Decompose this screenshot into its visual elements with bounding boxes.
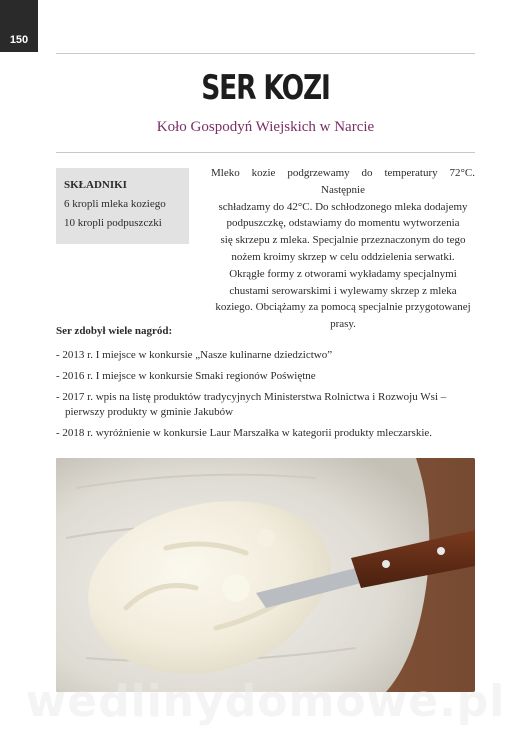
method-line: się skrzepu z mleka. Specjalnie przeznaczonym do tego	[220, 234, 466, 247]
cheese-illustration	[56, 458, 475, 692]
page-title: SER KOZI	[201, 68, 330, 108]
method-line: prasy.	[330, 318, 356, 331]
awards-heading: Ser zdobył wiele nagród:	[56, 325, 173, 337]
cheese-photo	[56, 458, 475, 692]
subtitle: Koło Gospodyń Wiejskich w Narcie	[156, 119, 375, 135]
page-number-tab	[0, 0, 38, 52]
method-text	[211, 165, 475, 333]
ingredients-box	[56, 168, 189, 244]
method-line: chustami serowarskimi i wylewamy skrzep z mleka	[229, 284, 457, 297]
award-item: - 2018 r. wyróżnienie w konkursie Laur Marszałka w kategorii produkty mleczarskie.	[56, 427, 433, 439]
award-item: - 2017 r. wpis na listę produktów tradycyjnych Ministerstwa Rolnictwa i Rozwoju Wsi – pierwszy produkty w gminie Jakubów	[56, 391, 447, 418]
method-line: Okrągłe formy z otworami wykładamy specjalnymi	[229, 267, 457, 280]
method-line: nożem kroimy skrzep w celu oddzielenia serwatki.	[231, 250, 455, 263]
method-line: koziego. Obciążamy za pomocą specjalnie przygotowanej	[215, 301, 471, 314]
page-number: 150	[9, 34, 29, 46]
section-divider	[56, 152, 475, 153]
method-line: podpuszczkę, odstawiamy do momentu wytworzenia	[226, 217, 460, 230]
ingredient-item: 6 kropli mleka koziego	[64, 198, 166, 210]
method-line: schładzamy do 42°C. Do schłodzonego mleka dodajemy	[218, 200, 468, 213]
award-item: - 2016 r. I miejsce w konkursie Smaki regionów Poświętne	[56, 370, 316, 382]
method-line: Mleko kozie podgrzewamy do temperatury 72°C. Następnie	[211, 167, 475, 196]
ingredient-item: 10 kropli podpuszczki	[64, 217, 162, 229]
awards-list	[56, 348, 476, 447]
award-item: - 2013 r. I miejsce w konkursie „Nasze kulinarne dziedzictwo”	[56, 349, 333, 361]
ingredients-heading: SKŁADNIKI	[64, 179, 127, 191]
watermark: wedlinydomowe.pl	[25, 676, 506, 727]
top-divider	[56, 53, 475, 54]
